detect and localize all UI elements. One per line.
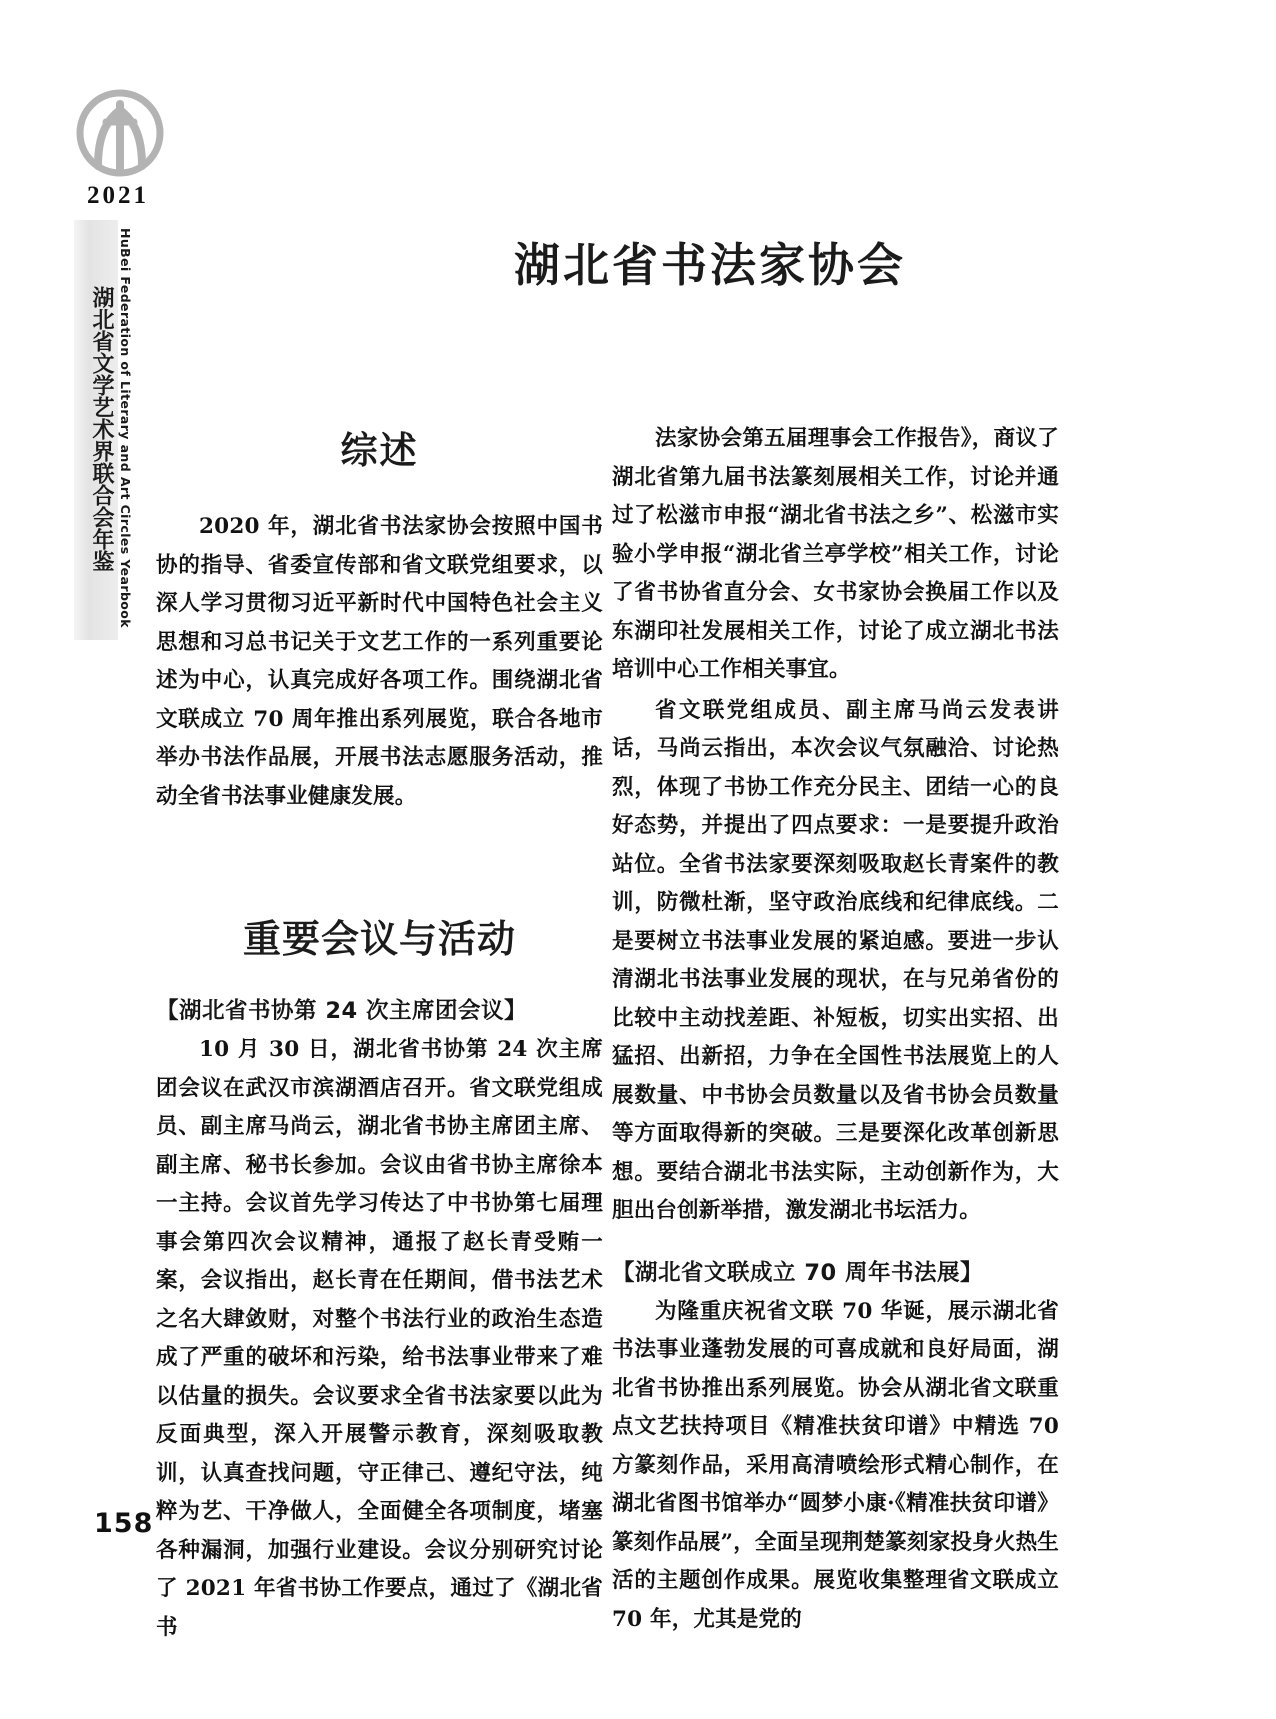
masthead-chinese-title: 湖北省文学艺术界联合会年鉴 (89, 286, 114, 572)
right-paragraph-exhibition: 为隆重庆祝省文联 70 华诞，展示湖北省书法事业蓬勃发展的可喜成就和良好局面，湖北省书协推出系列展览。协会从湖北省文联重点文艺扶持项目《精准扶贫印谱》中精选 70 方篆刻作品，采用高清喷绘形式精心制作，在湖北省图书馆举办“圆梦小康·《精准扶贫印谱》篆刻作品展”，全面呈现荆楚篆刻家投身火热生活的主题创作成果。展览收集整理省文联成立 70 年，尤其是党的 (612, 1298, 1059, 1632)
page-title: 湖北省书法家协会 (514, 237, 906, 292)
section-heading-overview: 综述 (340, 428, 419, 472)
left-column (156, 420, 603, 1649)
subsection-heading-70th-anniversary-exhibition: 【湖北省文联成立 70 周年书法展】 (612, 1259, 983, 1286)
right-paragraph-ma-shangyun-speech: 省文联党组成员、副主席马尚云发表讲话，马尚云指出，本次会议气氛融洽、讨论热烈，体现了书协工作充分民主、团结一心的良好态势，并提出了四点要求：一是要提升政治站位。全省书法家要深刻吸取赵长青案件的教训，防微杜渐，坚守政治底线和纪律底线。二是要树立书法事业发展的紧迫感。要进一步认清湖北书法事业发展的现状，在与兄弟省份的比较中主动找差距、补短板，切实出实招、出猛招、出新招，力争在全国性书法展览上的人展数量、中书协会员数量以及省书协会员数量等方面取得新的突破。三是要深化改革创新思想。要结合湖北书法实际，主动创新作为，大胆出台创新举措，激发湖北书坛活力。 (612, 697, 1059, 1223)
right-paragraph-work-report: 法家协会第五届理事会工作报告》，商议了湖北省第九届书法篆刻展相关工作，讨论并通过了松滋市申报“湖北省书法之乡”、松滋市实验小学申报“湖北省兰亭学校”相关工作，讨论了省书协省直分会、女书家协会换届工作以及东湖印社发展相关工作，讨论了成立湖北书法培训中心工作相关事宜。 (612, 426, 1059, 682)
masthead-year: 2021 (87, 182, 149, 209)
hubei-federation-logo-icon (70, 88, 166, 180)
subsection-heading-24th-presidium-meeting: 【湖北省书协第 24 次主席团会议】 (156, 998, 527, 1024)
masthead-english-title: HuBei Federation of Literary and Art Circles Yearbook (118, 228, 133, 628)
presidium-meeting-paragraph: 10 月 30 日，湖北省书协第 24 次主席团会议在武汉市滨湖酒店召开。省文联党组成员、副主席马尚云，湖北省书协主席团主席、副主席、秘书长参加。会议由省书协主席徐本一主持。会议首先学习传达了中书协第七届理事会第四次会议精神，通报了赵长青受贿一案，会议指出，赵长青在任期间，借书法艺术之名大肆敛财，对整个书法行业的政治生态造成了严重的破坏和污染，给书法事业带来了难以估量的损失。会议要求全省书法家要以此为反面典型，深入开展警示教育，深刻吸取教训，认真查找问题，守正律己、遵纪守法，纯粹为艺、干净做人，全面健全各项制度，堵塞各种漏洞，加强行业建设。会议分别研究讨论了 2021 年省书协工作要点，通过了《湖北省书 (156, 1037, 603, 1640)
section-heading-meetings: 重要会议与活动 (242, 917, 516, 961)
right-column (612, 420, 1059, 1641)
page-number: 158 (94, 1508, 154, 1539)
overview-paragraph: 2020 年，湖北省书法家协会按照中国书协的指导、省委宣传部和省文联党组要求，以深人学习贯彻习近平新时代中国特色社会主义思想和习总书记关于文艺工作的一系列重要论述为中心，认真完成好各项工作。围绕湖北省文联成立 70 周年推出系列展览，联合各地市举办书法作品展，开展书法志愿服务活动，推动全省书法事业健康发展。 (156, 514, 603, 809)
